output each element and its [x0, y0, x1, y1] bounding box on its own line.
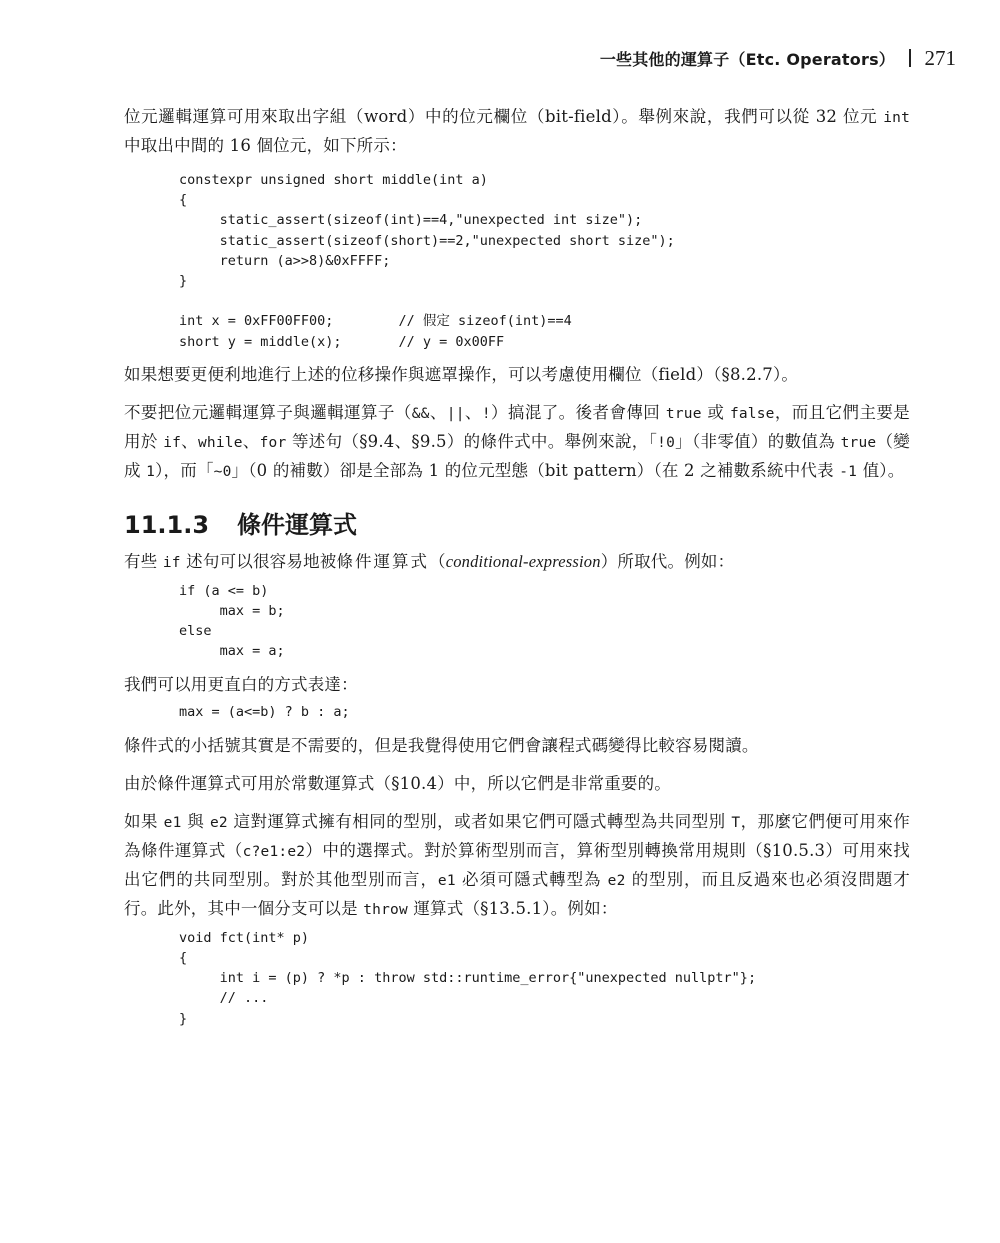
- inline-code: !0: [657, 434, 676, 451]
- inline-code: e1: [163, 814, 182, 831]
- inline-code: c?e1:e2: [242, 843, 306, 860]
- section-title: 條件運算式: [237, 510, 358, 539]
- text: 值）。: [857, 460, 905, 480]
- text: ）搞混了。後者會傳回: [490, 402, 666, 422]
- page-body: [124, 103, 910, 1029]
- inline-code: e2: [209, 814, 228, 831]
- paragraph-field-hint: 如果想要更便利地進行上述的位移操作與遮罩操作，可以考慮使用欄位（field）（§8.2.7）。: [124, 364, 799, 384]
- text: ，而且它們主要是用於: [124, 402, 911, 451]
- paragraph-direct-form: 我們可以用更直白的方式表達：: [124, 674, 358, 694]
- inline-code: if: [163, 434, 182, 451]
- page-number: 271: [924, 45, 956, 70]
- header-divider: [909, 49, 911, 67]
- text: ）中的選擇式。對於算術型別而言，算術型別轉換常用規則（§10.5.3）可用來找出它們的共同型別。對於其他型別而言，: [124, 840, 911, 889]
- inline-code: true: [840, 434, 877, 451]
- code-block-ternary: max = (a<=b) ? b : a;: [179, 703, 350, 720]
- inline-code: while: [198, 434, 243, 451]
- text: 、: [429, 402, 447, 422]
- text: 中取出中間的 16 個位元，如下所示：: [124, 136, 407, 155]
- inline-code: for: [259, 434, 287, 451]
- section-number: 11.1.3: [124, 510, 210, 539]
- paragraph-common-type: [124, 808, 910, 924]
- paragraph-constant-expression: 由於條件運算式可用於常數運算式（§10.4）中，所以它們是非常重要的。: [124, 773, 671, 793]
- text: （: [428, 551, 446, 571]
- inline-code: true: [665, 405, 702, 422]
- inline-code: &&: [411, 405, 430, 422]
- text: 、: [242, 431, 260, 451]
- text: 述句可以很容易地被: [180, 551, 337, 571]
- text: ），而「: [155, 460, 214, 480]
- text: 有些: [124, 551, 163, 571]
- inline-code: 1: [146, 463, 156, 480]
- paragraph-bit-field: [124, 103, 910, 159]
- inline-code: ~0: [213, 463, 232, 480]
- text: 、: [181, 431, 198, 451]
- text: 」（0 的補數）卻是全部為 1 的位元型態（bit pattern）（在 2 之補數系統中代表: [231, 460, 840, 480]
- inline-code: T: [731, 814, 741, 831]
- text: （變成: [124, 431, 910, 480]
- code-block-middle: constexpr unsigned short middle(int a) { static_assert(sizeof(int)==4,"unexpected int size"); static_assert(sizeof(short)==2,"unexpected short size"); return (a>>8)&0xFFFF; } int x = 0xFF00FF00; // 假定 sizeof(int)==4 short y = middle(x); // y = 0x00FF: [179, 172, 675, 350]
- running-header-title: 一些其他的運算子（Etc. Operators）: [599, 49, 895, 69]
- text: 等述句（§9.4、§9.5）的條件式中。舉例來說，「: [286, 431, 658, 451]
- inline-code: e1: [437, 872, 456, 889]
- inline-code: e2: [607, 872, 626, 889]
- text: ，那麼它們便可用來作為條件運算式（: [124, 811, 910, 860]
- inline-code: !: [481, 405, 491, 422]
- inline-code: ||: [446, 405, 465, 422]
- running-header: [600, 44, 956, 72]
- text: 、: [464, 402, 482, 422]
- inline-code: -1: [839, 463, 858, 480]
- paragraph-logical-operators: [124, 399, 910, 486]
- text: 或: [701, 402, 730, 422]
- code-block-if-else: if (a <= b) max = b; else max = a;: [179, 582, 285, 660]
- text: 不要把位元邏輯運算子與邏輯運算子（: [124, 402, 412, 422]
- text: 如果: [124, 811, 164, 831]
- text: ）所取代。例如：: [600, 551, 735, 571]
- text: 位元邏輯運算可用來取出字組（word）中的位元欄位（bit-field）。舉例來說，我們可以從 32 位元: [124, 107, 884, 126]
- inline-code: int: [883, 110, 910, 126]
- text: 」（非零值）的數值為: [675, 431, 841, 451]
- italic-term: conditional-expression: [445, 551, 601, 571]
- paragraph-parentheses: 條件式的小括號其實是不需要的，但是我覺得使用它們會讓程式碼變得比較容易閱讀。: [124, 735, 759, 755]
- text: 運算式（§13.5.1）。例如：: [407, 898, 618, 918]
- code-block-throw: void fct(int* p) { int i = (p) ? *p : throw std::runtime_error{"unexpected nullptr"}; // ... }: [179, 929, 757, 1027]
- text: 的型別，而且反過來也必須沒問題才行。此外，其中一個分支可以是: [124, 869, 910, 918]
- inline-code: false: [729, 405, 775, 422]
- emphasized-term: 條件運算式: [336, 551, 429, 571]
- inline-code: if: [162, 554, 181, 571]
- text: 這對運算式擁有相同的型別，或者如果它們可隱式轉型為共同型別: [227, 811, 732, 831]
- section-heading: [124, 510, 910, 540]
- inline-code: throw: [363, 901, 408, 918]
- text: 必須可隱式轉型為: [455, 869, 608, 889]
- paragraph-conditional-intro: [124, 548, 910, 577]
- text: 與: [181, 811, 210, 831]
